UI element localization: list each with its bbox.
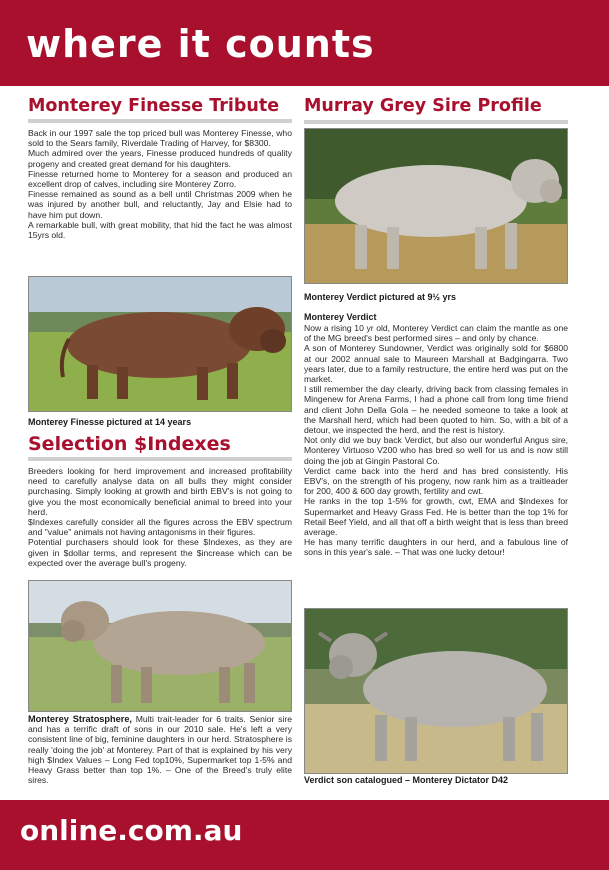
finesse-photo-caption: Monterey Finesse pictured at 14 years xyxy=(28,417,192,427)
dictator-photo-caption: Verdict son catalogued – Monterey Dictator D42 xyxy=(304,775,509,785)
tribute-heading: Monterey Finesse Tribute xyxy=(28,96,280,116)
stratosphere-caption-name: Monterey Stratosphere, xyxy=(28,714,132,724)
tribute-paragraph: Back in our 1997 sale the top priced bull was Monterey Finesse, who sold to the Sears family, Riverdale Trading of Harvey, for $8300. xyxy=(28,128,292,149)
footer-url[interactable]: online.com.au xyxy=(20,814,243,847)
left-column xyxy=(28,94,292,240)
indexes-paragraph: $Indexes carefully consider all the figures across the EBV spectrum and "value" animals not having antagonisms in their figures. xyxy=(28,517,292,538)
indexes-paragraph: Potential purchasers should look for these $Indexes, as they are given in $dollar terms, and represent the $increase which can be expected over the average bull's progeny. xyxy=(28,537,292,568)
tribute-paragraph: Much admired over the years, Finesse produced hundreds of quality progeny and created great demand for his daughters. xyxy=(28,148,292,169)
verdict-paragraph: I still remember the day clearly, driving back from classing females in Mingenew for Arena Farms, I had a phone call from long time friend and client John Della Gola – he needed someone to take a look at the Marshall herd, which had been quoted to him. So, with a bit of a detour, we inspected the herd, and the rest is history. xyxy=(304,384,568,436)
heading-rule xyxy=(304,120,568,124)
verdict-paragraph: Verdict came back into the herd and has bred consistently. His EBV's, on the strength of his progeny, now rank him as a traitleader for 200, 400 & 600 day growth, fertility and cwt. xyxy=(304,465,568,497)
tribute-paragraph: A remarkable bull, with great mobility, that hid the fact he was almost 15yrs old. xyxy=(28,219,292,241)
dictator-caption-wrap xyxy=(304,775,568,785)
indexes-paragraph: Breeders looking for herd improvement and increased profitability need to carefully analyse data on all bulls they might consider purchasing. Simply looking at growth and birth EBV's is not going to give you the most economically beneficial animal to breed into your herd. xyxy=(28,466,292,517)
stratosphere-caption-text: Multi trait-leader for 6 traits. Senior sire and has a terrific draft of sons in our 2010 sale. He's left a very consistent line of big, feminine daughters in our herd. Stratosphere is really 'doing the job' at Monterey. Part of that is explained by his very high $Index Values – Long Fed top10%, Supermarket top 1-5% and Heavy Grass better than top 1%. – One of the Breed's truly elite sires. xyxy=(28,714,292,786)
verdict-article xyxy=(304,288,568,558)
indexes-section xyxy=(28,432,292,568)
heading-rule xyxy=(28,119,292,123)
sire-profile-heading: Murray Grey Sire Profile xyxy=(304,96,542,116)
tribute-paragraph: Finesse returned home to Monterey for a season and produced an excellent drop of calves, including sire Monterey Zorro. xyxy=(28,168,292,190)
verdict-paragraph: Not only did we buy back Verdict, but also our wonderful Angus sire, Monterey Virtuoso V200 who has bred so well for us and is now still doing the job at Gingin Pastoral Co. xyxy=(304,435,568,466)
right-column-heading-wrap xyxy=(304,94,568,118)
heading-rule xyxy=(28,457,292,461)
finesse-photo xyxy=(28,276,292,412)
finesse-caption-wrap xyxy=(28,413,292,431)
footer-banner xyxy=(0,800,609,870)
verdict-paragraph: A son of Monterey Sundowner, Verdict was originally sold for $6800 at our 2002 annual sale to Maureen Marshall at Badgingarra. Two years later, due to a family restructure, the entire herd was put on the market. xyxy=(304,343,568,385)
verdict-photo-caption: Monterey Verdict pictured at 9½ yrs xyxy=(304,292,457,302)
verdict-subheading: Monterey Verdict xyxy=(304,312,377,322)
verdict-paragraph: He has many terrific daughters in our herd, and a fabulous line of sons in this year's sale. – That was one lucky detour! xyxy=(304,537,568,558)
stratosphere-photo xyxy=(28,580,292,712)
indexes-heading: Selection $Indexes xyxy=(28,433,231,455)
stratosphere-caption xyxy=(28,714,292,785)
verdict-paragraph: He ranks in the top 1-5% for growth, cwt, EMA and $Indexes for Supermarket and Heavy Grass Fed. He is better than the top 1% for Retail Beef Yield, and all that off a birth weight that is less than breed average. xyxy=(304,496,568,538)
verdict-photo xyxy=(304,128,568,284)
tribute-paragraph: Finesse remained as sound as a bell until Christmas 2009 when he was injured by another bull, and reluctantly, Jay and Elsie had to have him put down. xyxy=(28,189,292,220)
dictator-photo xyxy=(304,608,568,774)
page-title: where it counts xyxy=(26,22,375,66)
verdict-paragraph: Now a rising 10 yr old, Monterey Verdict can claim the mantle as one of the MG breed's best performed sires – and only by chance. xyxy=(304,323,568,344)
header-banner xyxy=(0,0,609,86)
